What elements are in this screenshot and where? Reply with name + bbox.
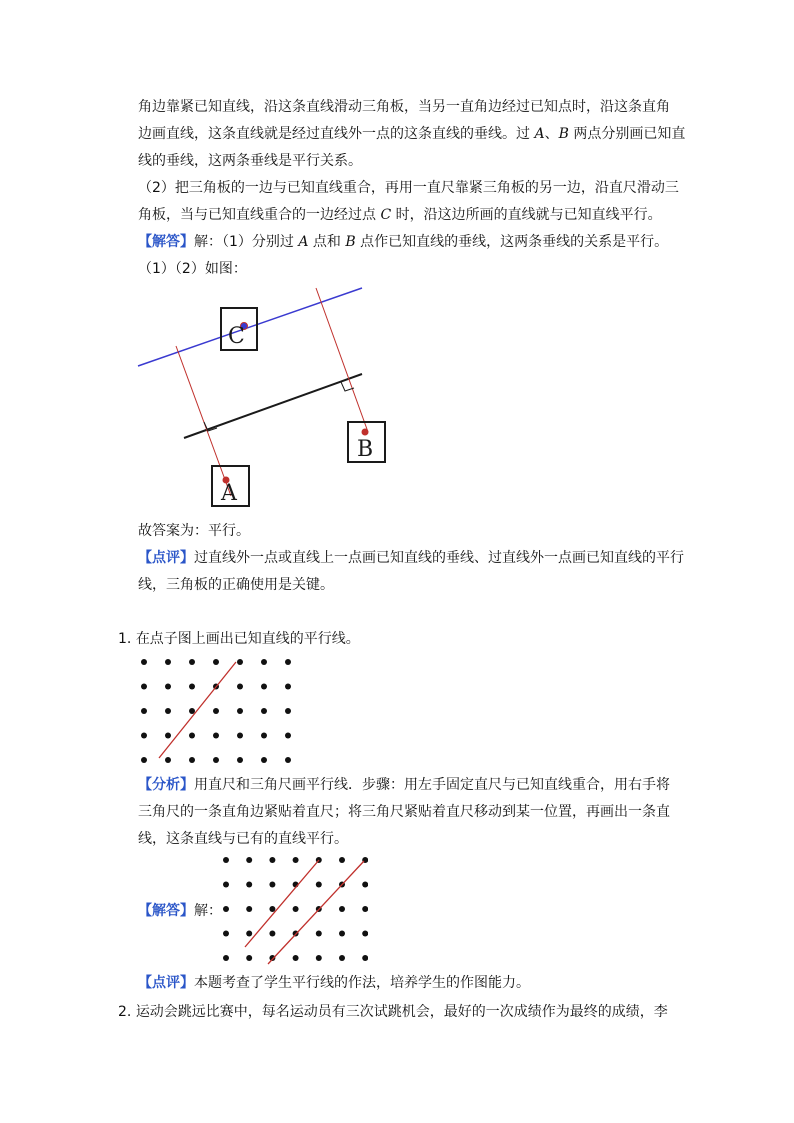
grid-dot xyxy=(165,757,171,763)
parallel-line-answer xyxy=(268,861,364,964)
analysis-1-line-1: 【分析】用直尺和三角尺画平行线．步骤：用左手固定直尺与已知直线重合，用右手将 xyxy=(138,777,670,793)
grid-dot xyxy=(316,882,322,888)
grid-dot xyxy=(223,857,229,863)
grid-dot xyxy=(223,882,229,888)
analysis-line-4: （2）把三角板的一边与已知直线重合，再用一直尺靠紧三角板的另一边，沿直尺滑动三 xyxy=(138,180,679,196)
question-number: 1. xyxy=(118,631,132,647)
grid-dot xyxy=(165,708,171,714)
grid-dot xyxy=(189,757,195,763)
grid-dot xyxy=(223,906,229,912)
point-b-label: B xyxy=(558,126,569,142)
grid-dot xyxy=(362,906,368,912)
point-a-label: A xyxy=(534,126,545,142)
analysis-1-line-3: 线，这条直线与已有的直线平行。 xyxy=(138,831,348,847)
grid-dot xyxy=(189,708,195,714)
grid-dot xyxy=(213,757,219,763)
grid-dot xyxy=(237,659,243,665)
grid-dot xyxy=(261,708,267,714)
grid-dot xyxy=(237,757,243,763)
grid-dot xyxy=(339,955,345,961)
grid-dot xyxy=(141,659,147,665)
grid-dot xyxy=(246,955,252,961)
point-b-dot xyxy=(362,429,369,436)
comment-1-line-2: 线，三角板的正确使用是关键。 xyxy=(138,577,334,593)
grid-dot xyxy=(189,733,195,739)
grid-dot xyxy=(223,955,229,961)
grid-dot xyxy=(285,659,291,665)
figure-label-a: A xyxy=(221,481,237,506)
grid-dot xyxy=(285,684,291,690)
analysis-line-3: 线的垂线，这两条垂线是平行关系。 xyxy=(138,153,362,169)
grid-dot xyxy=(141,757,147,763)
grid-dot xyxy=(237,733,243,739)
grid-dot xyxy=(269,882,275,888)
grid-dot xyxy=(223,931,229,937)
answer-1-line: 【解答】解：（1）分别过 A 点和 B 点作已知直线的垂线，这两条垂线的关系是平行。 xyxy=(138,234,669,250)
grid-dot xyxy=(141,708,147,714)
grid-dot xyxy=(269,931,275,937)
point-c-label: C xyxy=(380,207,392,223)
grid-dot xyxy=(261,684,267,690)
grid-dot xyxy=(213,733,219,739)
grid-dot xyxy=(189,684,195,690)
grid-dot xyxy=(237,708,243,714)
analysis-line-1: 角边靠紧已知直线，沿这条直线滑动三角板，当另一直角边经过已知点时，沿这条直角 xyxy=(138,99,670,115)
grid-dot xyxy=(269,857,275,863)
parallel-line-c xyxy=(138,288,362,366)
answer-tag: 【解答】 xyxy=(138,234,194,250)
grid-dot xyxy=(189,659,195,665)
grid-dot xyxy=(362,955,368,961)
grid-dot xyxy=(293,906,299,912)
grid-dot xyxy=(293,955,299,961)
perpendicular-line-a xyxy=(176,346,231,496)
grid-dot xyxy=(165,733,171,739)
answer-2-line: 【解答】解： xyxy=(138,903,222,919)
grid-dot xyxy=(261,757,267,763)
dot-grid-answer xyxy=(218,852,368,970)
grid-dot xyxy=(339,906,345,912)
question-number: 2. xyxy=(118,1004,132,1020)
analysis-line-2: 边画直线，这条直线就是经过直线外一点的这条直线的垂线。过 A、B 两点分别画已知直 xyxy=(138,126,686,142)
grid-dot xyxy=(285,757,291,763)
grid-dot xyxy=(362,931,368,937)
grid-dot xyxy=(246,906,252,912)
given-line-answer xyxy=(245,860,319,947)
grid-dot xyxy=(316,931,322,937)
given-line xyxy=(184,374,362,438)
perpendicular-line-b xyxy=(316,288,368,432)
grid-dot xyxy=(285,708,291,714)
answer-1-sub: （1）（2）如图： xyxy=(138,261,247,277)
grid-dot xyxy=(237,684,243,690)
grid-dot xyxy=(213,708,219,714)
comment-tag: 【点评】 xyxy=(138,550,194,566)
grid-dot xyxy=(339,931,345,937)
grid-dot xyxy=(362,882,368,888)
grid-dot xyxy=(213,659,219,665)
grid-dot xyxy=(165,659,171,665)
grid-dot xyxy=(141,733,147,739)
dot-grid-question xyxy=(136,654,296,772)
comment-1-line-1: 【点评】过直线外一点或直线上一点画已知直线的垂线、过直线外一点画已知直线的平行 xyxy=(138,550,684,566)
comment-2-line: 【点评】本题考查了学生平行线的作法，培养学生的作图能力。 xyxy=(138,975,530,991)
grid-dot xyxy=(165,684,171,690)
grid-dot xyxy=(339,857,345,863)
figure-label-b: B xyxy=(357,437,374,462)
answer-1-conclusion: 故答案为：平行。 xyxy=(138,523,250,539)
question-2: 2. 运动会跳远比赛中，每名运动员有三次试跳机会，最好的一次成绩作为最终的成绩，李 xyxy=(118,1004,668,1020)
grid-dot xyxy=(246,882,252,888)
grid-dot xyxy=(285,733,291,739)
grid-dot xyxy=(316,955,322,961)
analysis-tag: 【分析】 xyxy=(138,777,194,793)
analysis-1-line-2: 三角尺的一条直角边紧贴着直尺；将三角尺紧贴着直尺移动到某一位置，再画出一条直 xyxy=(138,804,670,820)
grid-dot xyxy=(261,659,267,665)
grid-dot xyxy=(261,733,267,739)
analysis-line-5: 角板，当与已知直线重合的一边经过点 C 时，沿这边所画的直线就与已知直线平行。 xyxy=(138,207,662,223)
grid-dot xyxy=(246,931,252,937)
perpendicular-figure xyxy=(136,286,392,512)
grid-dot xyxy=(293,857,299,863)
grid-dot xyxy=(246,857,252,863)
grid-dot xyxy=(141,684,147,690)
grid-dot xyxy=(269,906,275,912)
question-1: 1. 在点子图上画出已知直线的平行线。 xyxy=(118,631,360,647)
figure-label-c: C xyxy=(228,324,245,349)
